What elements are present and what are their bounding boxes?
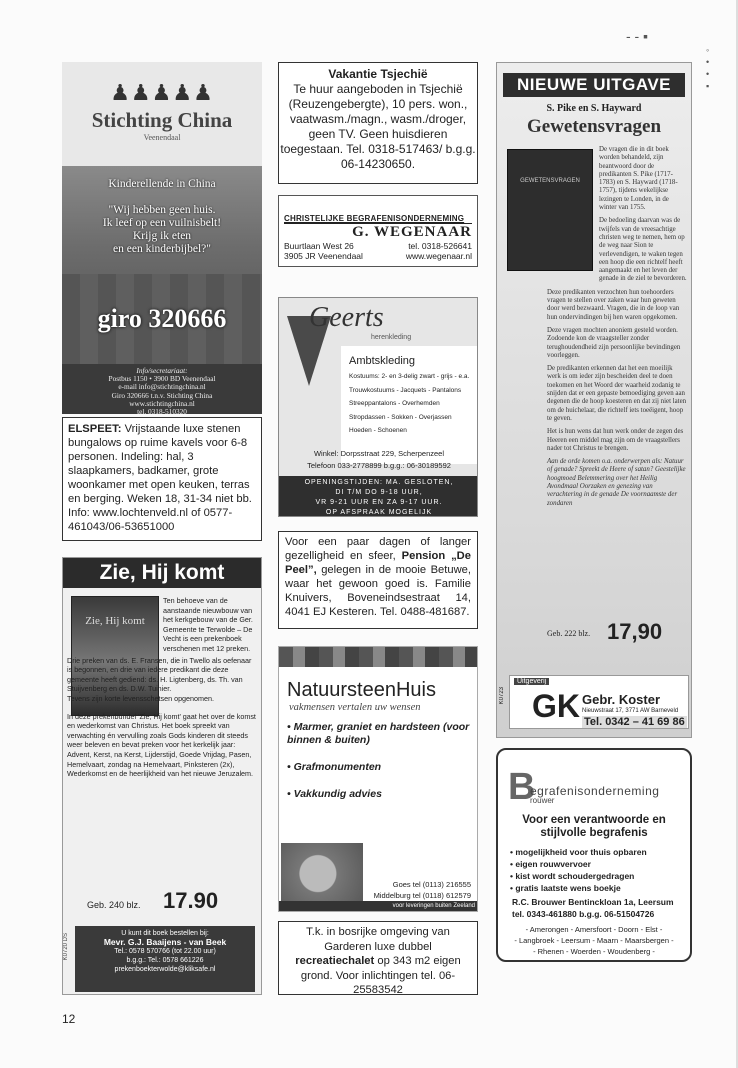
ad-natuursteenhuis [278,646,478,912]
zie-body: Ten behoeve van de aanstaande nieuwbouw van het kerkgebouw van de Ger. Gemeente te Terwolde – De Vecht is een prekenboek verschenen met 12 preken. Drie preken van ds. E. Fransen, die in Twello als oefenaar is begonnen, en drie van iedere predikant die deze gemeente heeft gediend: ds. H. Ligtenberg, ds. Th. van Stuijvenberg en ds. D.W. Tuinier. Tevens zijn korte levensschetsen opgenomen. In deze prekenbundel 'Zie, Hij komt' gaat het over de komst en wederkomst van Christus. Het boek spreekt van verwachting én vervulling zoals Gods kinderen dit steeds weer beleven en bevat preken voor het kerkelijk jaar: Advent, Kerst, na Kerst, Lijderstijd, Goede Vrijdag, Pasen, Hemelvaart, zondag na Hemelvaart, Pinksteren (2x), Wederkomst en de heerlijkheid van het nieuwe Jeruzalem. [67,596,256,779]
geerts-items: Kostuums: 2- en 3-delig zwart - grijs - e.a. Trouwkostuums - Jacquets - Pantalons Streeppantalons - Overhemden Stropdassen - Sokken - Overjassen Hoeden - Schoenen [349,373,470,434]
nieuwe-price-label: Geb. 222 blz. [547,629,591,638]
stone-banner-image [279,647,477,667]
china-header [62,62,262,166]
china-quote: Kinderellende in China "Wij hebben geen huis. Ik leef op een vuilnisbelt! Krijg ik eten en een kinderbijbel?" [102,178,222,255]
pension-name: Pension „De Peel”, [285,550,471,576]
nieuwe-title: Gewetensvragen [526,116,662,137]
vakantie-title: Vakantie Tsjechië [328,67,428,81]
geerts-heading: Ambtskleding [349,355,416,367]
zie-order-box: U kunt dit boek bestellen bij: Mevr. G.J. Baaijens - van Beek Tel.: 0578 570766 (tot 22.00 uur) b.g.g.: Tel.: 0578 661226 prekenboekterwolde@kliksafe.nl [75,926,255,992]
child-photo [62,166,262,364]
people-logo-icon: ♟♟♟♟♟ [110,80,214,105]
wegenaar-name: G. WEGENAAR [284,223,472,241]
koster-logo-box: Uitgeverij GK Gebr. Koster Nieuwstraat 17, 3771 AW Barneveld Tel. 0342 – 41 69 86 [509,675,689,729]
ad-zie-hij-komt [62,557,262,995]
brouwer-slogan: Voor een verantwoorde en stijlvolle begrafenis [522,814,666,839]
china-title: Stichting China [91,108,233,132]
nieuwe-body: De vragen die in dit boek worden behandeld, zijn beantwoord door de predikanten S. Pike (1717-1783) en S. Hayward (1718-1757), tijdens wekelijkse lezingen te Londen, in de winter van 1755. De bedoeling daarvan was de twijfels van de vreesachtige christen weg te nemen, hem op de weg naar Sion te verlevendigen, te waken tegen een hoop die een richtelf heeft aangemaakt en het leven der genade in de ziel te bevorderen. Deze predikanten verzochten hun toehoorders vragen te stellen over zaken waar hun geweten door werd bezwaard. Vragen, die in de loop van hun ondervindingen bij hen waren opgekomen. Deze vragen mochten anoniem gesteld worden. Zodoende kon de vraagsteller zonder terughoudendheid zijn persoonlijke bevindingen voorleggen. De predikanten erkennen dat het een moeilijk werk is om ieder zijn bescheiden deel te doen toekomen en het Woord der waarheid zodanig te snijden dat er een gepaste bemoediging geven aan degenen die de hoop koesteren en dat zij niet laten om de huichelaar, die richtelf iets toeëigent, hoop te geven. Het is hun wens dat hun werk onder de zegen des Heeren een middel mag zijn om de vraagstellers nader tot Christus te brengen. Aan de orde komen o.a. onderwerpen als: Natuur of genade? Spreekt de Heere of satan? Geestelijke hoogmoed Belemmering over het Heilig Avondmaal Oorzaken en genezing van verachtering in de genade De voornaamste der zondaren [547,146,687,507]
brouwer-list [510,846,647,894]
zie-price-label: Geb. 240 blz. [87,900,141,910]
side-dots: ◦ • • ▪ [706,45,710,91]
geerts-address: Winkel: Dorpsstraat 229, Scherpenzeel Telefoon 033-2778899 b.g.g.: 06-30189592 [307,449,451,470]
corner-mark: - - ▪ [626,28,649,44]
ad-pension-de-peel: Voor een paar dagen of langer gezelligheid en sfeer, Pension „De Peel”, gelegen in de mooie Betuwe, waar het gewoon goed is. Familie Knuivers, Boveneindsestraat 14, 4041 EJ Kesteren. Tel. 0488-481687. [278,531,478,629]
zie-price: 17.90 [163,888,219,913]
elspeet-lead: ELSPEET: [68,423,122,435]
geerts-logo: Geerts [309,302,384,333]
list-item: • Grafmonumenten [287,761,382,773]
list-item: • kist wordt schoudergedragen [510,871,635,881]
gk-logo-icon: GK [532,688,580,724]
zie-header: Zie, Hij komt [63,558,261,588]
nieuwe-price: 17,90 [607,619,663,644]
list-item: • mogelijkheid voor thuis opbaren [510,847,647,857]
vakantie-text: Te huur aangeboden in Tsjechië (Reuzengebergte), 10 pers. won., vaatwasm./magn., wasm./droger, geen TV. Geen huisdieren toegestaan. Tel. 0318-517463/ b.g.g. 06-14230650. [280,82,476,171]
nieuwe-ad-code: K0723 [499,687,505,705]
list-item: • eigen rouwvervoer [510,859,591,869]
china-contact: Info/secretariaat: Postbus 1150 • 3900 BD Veenendaal e-mail info@stichtingchina.nl Giro 320666 t.n.v. Stichting China www.stichtingchina.nl tel. 0318-510320 [62,364,262,414]
ad-vakantie-tsjechie [278,62,478,184]
ad-geerts [278,297,478,517]
nieuwe-authors: S. Pike en S. Hayward [546,103,642,114]
page-number: 12 [62,1012,76,1026]
zie-ad-code: K0720 DS [63,933,69,961]
list-item: • Vakkundig advies [287,788,382,800]
list-item: • gratis laatste wens boekje [510,883,621,893]
ad-elspeet [62,417,262,541]
elspeet-text: Vrijstaande luxe stenen bungalows op ruime kavels voor 6-8 personen. Indeling: hal, 3 slaapkamers, badkamer, grote woonkamer met open keuken, terras en berging. Weken 18, 31-34 niet bb. Info: www.lochtenveld.nl of 0577-461043/06-53651000 [68,423,252,533]
ad-wegenaar: CHRISTELIJKE BEGRAFENISONDERNEMING G. WEGENAAR Buurtlaan West 26 tel. 0318-526641 3905 JR Veenendaal www.wegenaar.nl [278,195,478,267]
natuur-footer: voor leveringen buiten Zeeland [279,901,478,911]
ad-stichting-china [62,62,262,414]
natuur-contact: Goes tel (0113) 216555 Middelburg tel (0118) 612579 [373,880,471,900]
ad-chalet: T.k. in bosrijke omgeving van Garderen luxe dubbel recreatiechalet op 343 m2 eigen grond. Voor inlichtingen tel. 06-25583542 [278,921,478,995]
nieuwe-header: NIEUWE UITGAVE [503,73,685,97]
geerts-hours: OPENINGSTIJDEN: MA. GESLOTEN, DI T/M DO 9-18 UUR, VR 9-21 UUR EN ZA 9-17 UUR. OP AFSPRAAK MOGELIJK [279,476,478,517]
list-item: • Marmer, graniet en hardsteen (voor binnen & buiten) [287,721,470,746]
natuur-motto: vakmensen vertalen uw wensen [289,702,421,713]
zie-book-cover: Zie, Hij komt [71,596,159,716]
china-giro: giro 320666 [97,304,227,333]
gewetensvragen-book-cover: GEWETENSVRAGEN [507,149,593,271]
natuur-list [287,721,477,801]
ad-brouwer: B egrafenisonderneming rouwer Voor een verantwoorde en stijlvolle begrafenis • mogelijkheid voor thuis opbaren • eigen rouwvervoer • kist wordt schoudergedragen • gratis laatste wens boekje R.C. Brouwer Bentinckloan 1a, Leersum tel. 0343-461880 b.g.g. 06-51504726 - Amerongen - Amersfoort - Doorn - Elst - - Langbroek - Leersum - Maarn - Maarsbergen - - Rhenen - Woerden - Woudenberg - [496,748,692,962]
brouwer-contact: R.C. Brouwer Bentinckloan 1a, Leersum tel. 0343-461880 b.g.g. 06-51504726 [512,897,674,919]
china-subtitle: Veenendaal [143,133,181,142]
geerts-logo-sub: herenkleding [371,334,412,341]
brouwer-places: - Amerongen - Amersfoort - Doorn - Elst - - Langbroek - Leersum - Maarn - Maarsbergen - - Rhenen - Woerden - Woudenberg - [514,925,674,956]
ad-nieuwe-uitgave [496,62,692,738]
brouwer-b-logo-icon: B [508,766,536,808]
wegenaar-line1: CHRISTELIJKE BEGRAFENISONDERNEMING [284,214,465,223]
natuur-title: NatuursteenHuis [287,679,436,701]
